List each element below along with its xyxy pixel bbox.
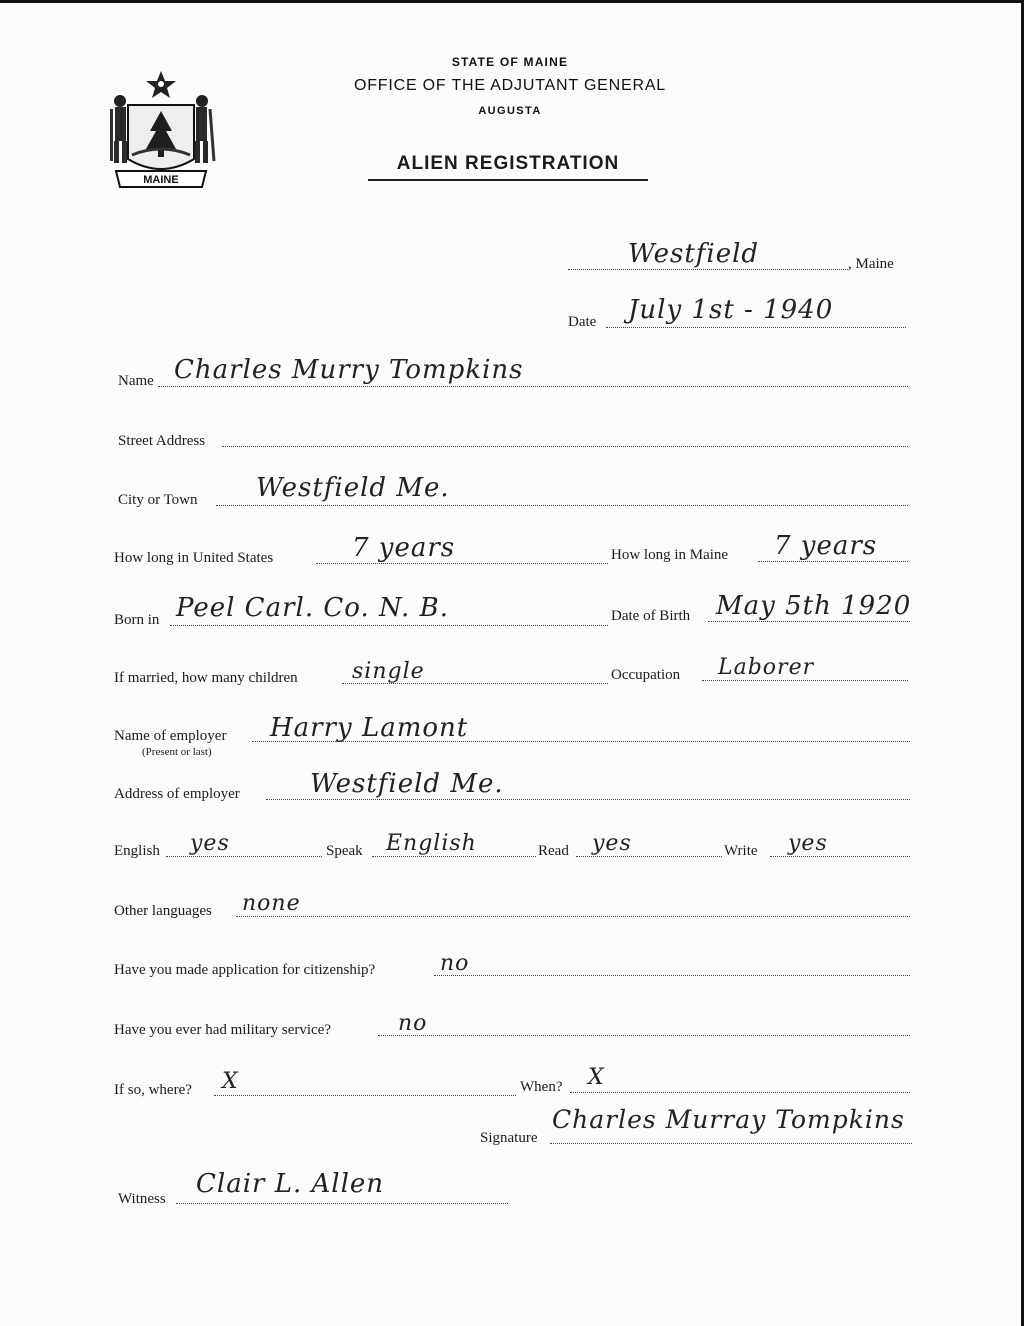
- when-line: [570, 1092, 910, 1093]
- witness-line: [176, 1203, 508, 1204]
- where-line: [214, 1095, 516, 1096]
- header-state: STATE OF MAINE: [451, 55, 569, 69]
- maine-state-seal-icon: [106, 67, 216, 193]
- other-languages-line: [236, 916, 910, 917]
- town-value: Westfield: [628, 239, 760, 269]
- write-label: Write: [724, 843, 758, 859]
- read-value: yes: [592, 831, 632, 856]
- city-value: Westfield Me.: [256, 473, 450, 503]
- read-label: Read: [538, 843, 569, 859]
- citizenship-value: no: [440, 951, 470, 976]
- where-value: X: [222, 1069, 239, 1094]
- when-value: X: [588, 1065, 605, 1090]
- employer-label: Name of employer: [114, 728, 227, 744]
- witness-label: Witness: [118, 1191, 166, 1207]
- how-long-us-value: 7 years: [352, 533, 456, 563]
- how-long-maine-value: 7 years: [774, 531, 878, 561]
- name-value: Charles Murry Tompkins: [174, 355, 524, 385]
- how-long-maine-label: How long in Maine: [611, 547, 729, 563]
- english-value: yes: [190, 831, 230, 856]
- military-line: [378, 1035, 910, 1036]
- employer-address-line: [266, 799, 910, 800]
- city-line: [216, 505, 908, 506]
- header-office: OFFICE OF THE ADJUTANT GENERAL: [353, 77, 667, 94]
- english-label: English: [114, 843, 160, 859]
- employer-note: (Present or last): [142, 746, 212, 758]
- town-line: [568, 269, 848, 270]
- born-in-value: Peel Carl. Co. N. B.: [176, 593, 449, 623]
- city-label: City or Town: [118, 492, 198, 508]
- maine-label: , Maine: [848, 256, 894, 272]
- signature-line: [550, 1143, 912, 1144]
- how-long-us-label: How long in United States: [114, 550, 274, 566]
- children-value: single: [352, 659, 425, 684]
- dob-label: Date of Birth: [611, 608, 691, 624]
- write-value: yes: [788, 831, 828, 856]
- employer-address-label: Address of employer: [114, 786, 240, 802]
- name-label: Name: [118, 373, 154, 389]
- how-long-us-line: [316, 563, 608, 564]
- military-label: Have you ever had military service?: [114, 1022, 331, 1038]
- occupation-value: Laborer: [718, 655, 815, 680]
- date-line: [606, 327, 906, 328]
- signature-value: Charles Murray Tompkins: [552, 1105, 905, 1134]
- speak-label: Speak: [326, 843, 363, 859]
- other-languages-label: Other languages: [114, 903, 212, 919]
- employer-value: Harry Lamont: [270, 713, 469, 743]
- citizenship-line: [434, 975, 910, 976]
- form-title: ALIEN REGISTRATION: [368, 153, 648, 181]
- other-languages-value: none: [242, 891, 301, 916]
- children-label: If married, how many children: [114, 670, 298, 686]
- header-city: AUGUSTA: [478, 105, 542, 117]
- name-line: [158, 386, 908, 387]
- how-long-maine-line: [758, 561, 908, 562]
- occupation-label: Occupation: [611, 667, 681, 683]
- when-label: When?: [520, 1079, 563, 1095]
- born-in-line: [170, 625, 608, 626]
- speak-value: English: [386, 831, 477, 856]
- street-line: [222, 446, 908, 447]
- dob-line: [708, 621, 910, 622]
- street-label: Street Address: [118, 433, 206, 449]
- citizenship-label: Have you made application for citizenship?: [114, 962, 376, 978]
- military-value: no: [398, 1011, 428, 1036]
- seal-banner-text: MAINE: [143, 174, 179, 186]
- witness-value: Clair L. Allen: [196, 1169, 385, 1199]
- signature-label: Signature: [480, 1130, 538, 1146]
- date-value: July 1st - 1940: [628, 295, 834, 325]
- date-label: Date: [568, 314, 597, 330]
- dob-value: May 5th 1920: [716, 591, 912, 621]
- born-in-label: Born in: [114, 612, 160, 628]
- if-so-where-label: If so, where?: [114, 1082, 192, 1098]
- employer-address-value: Westfield Me.: [310, 769, 504, 799]
